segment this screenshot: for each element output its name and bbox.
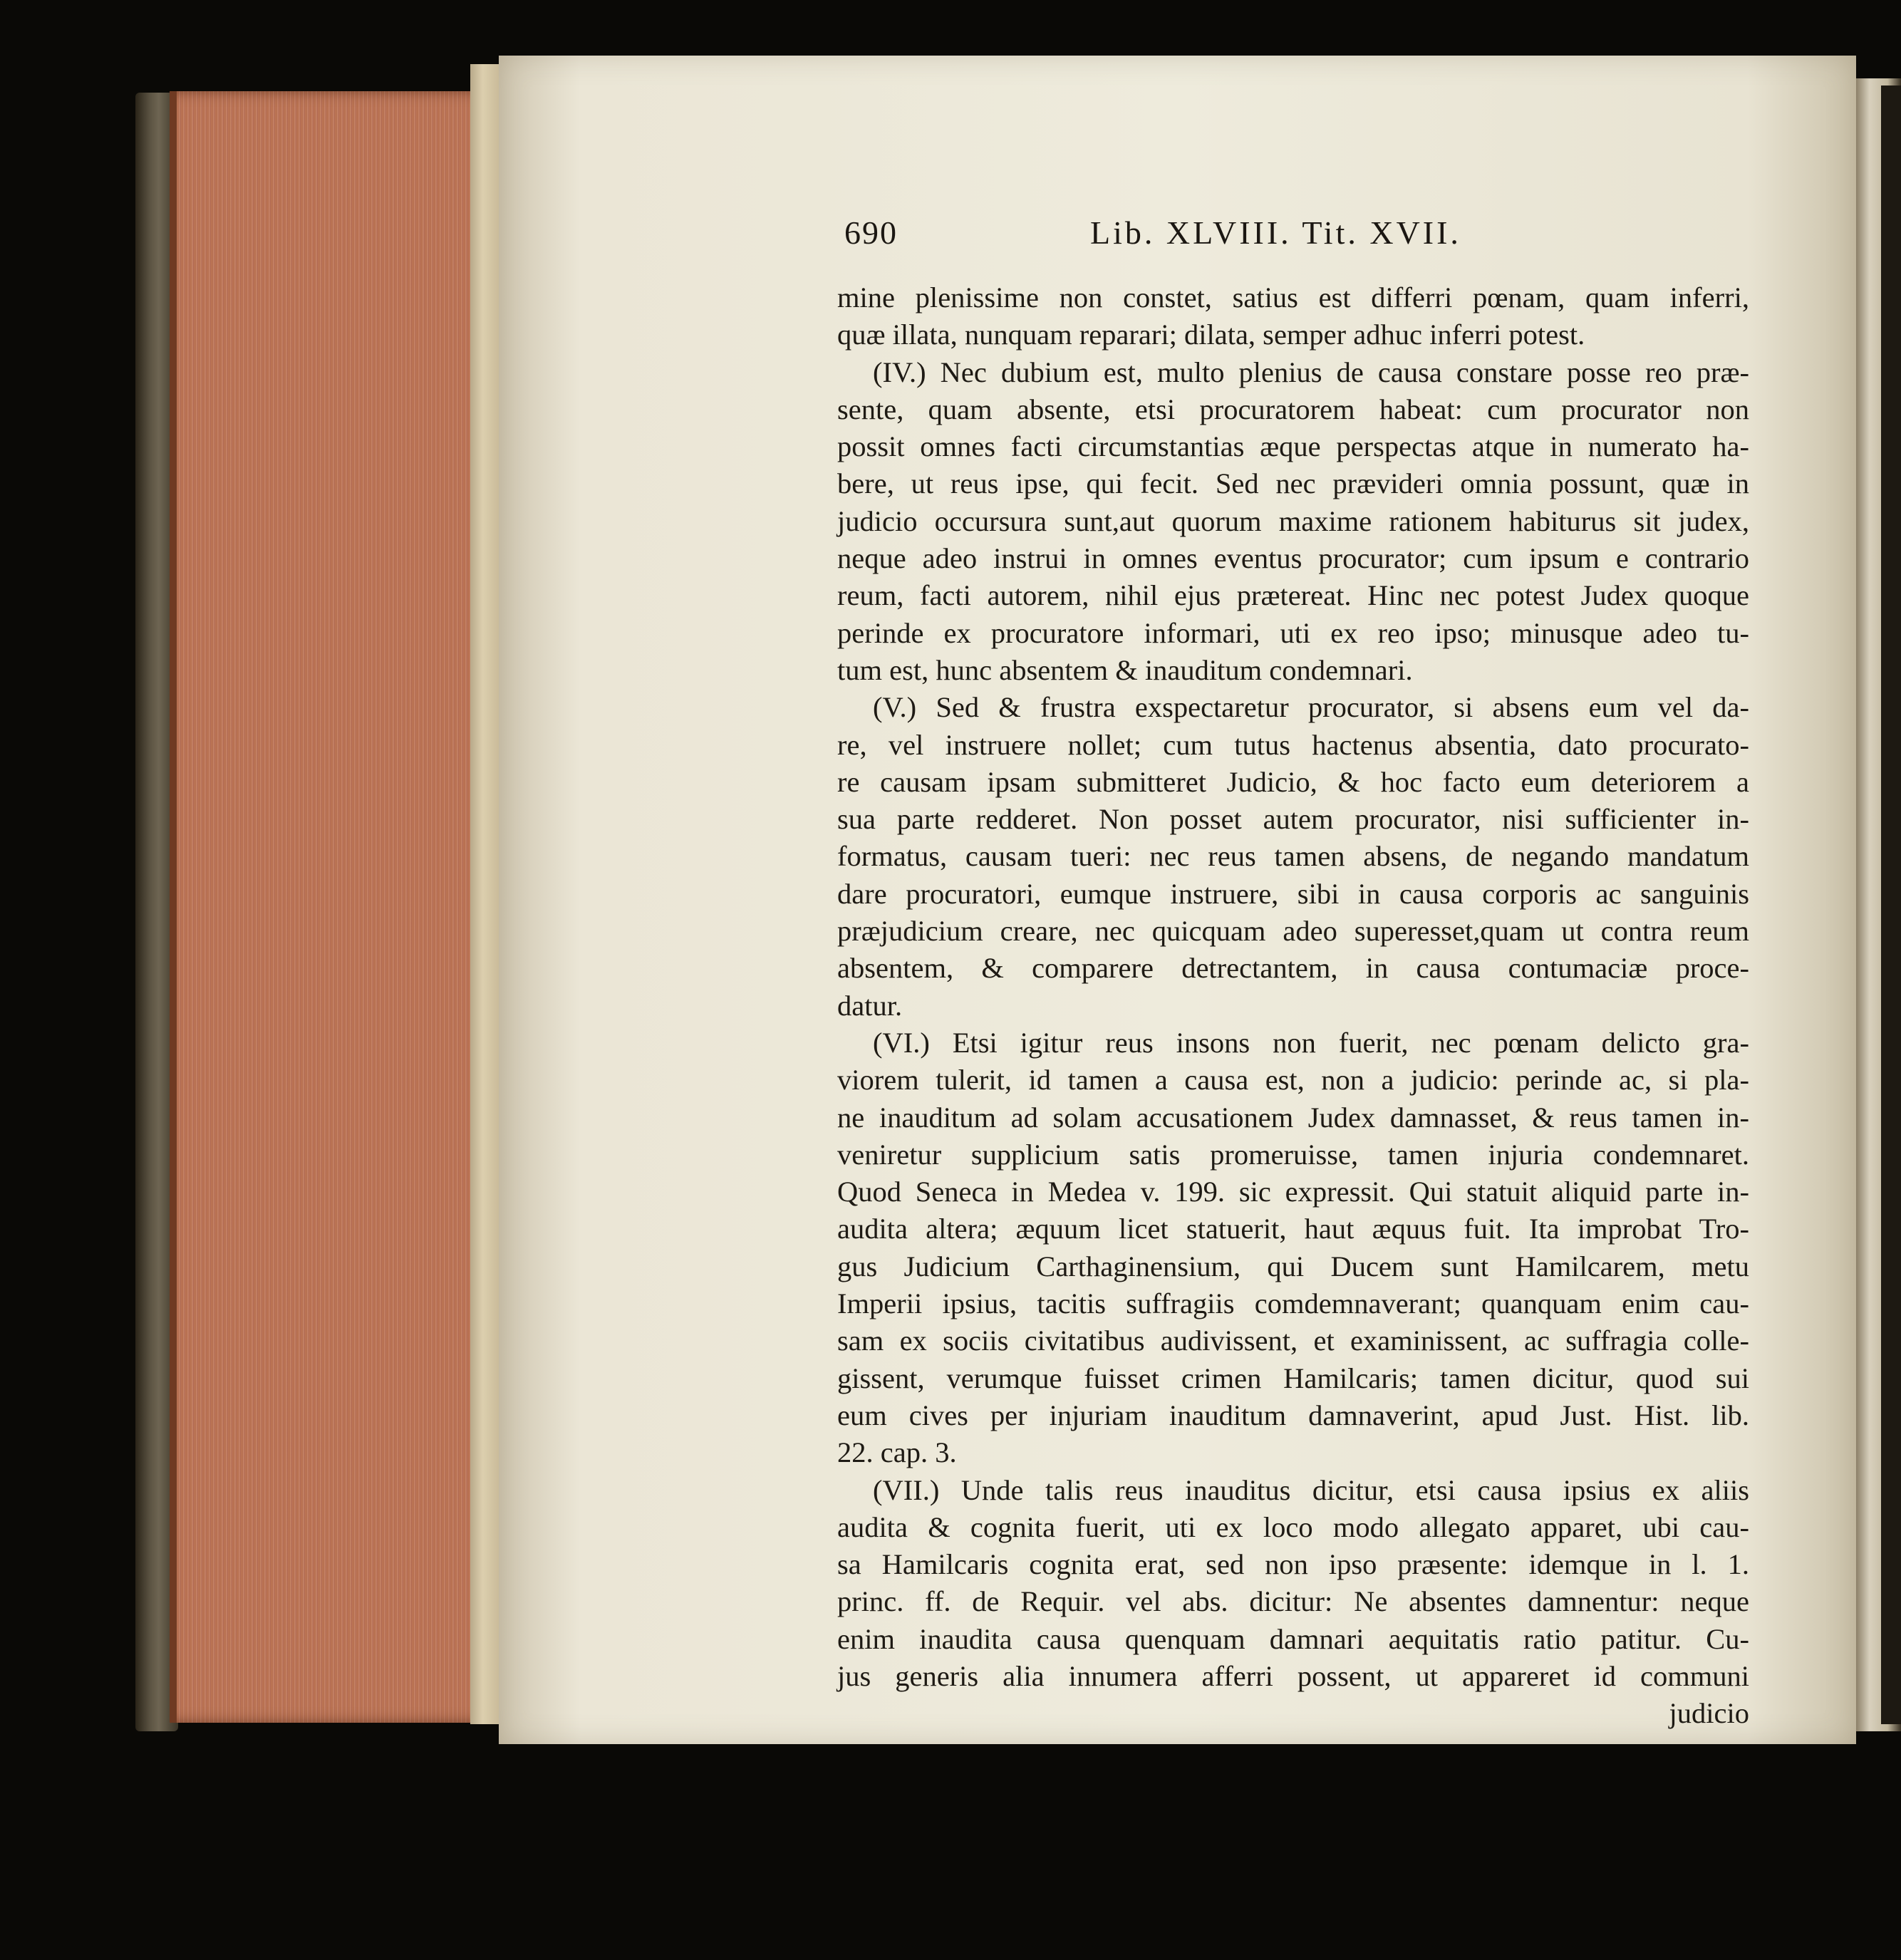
paragraph-iv-start: (IV.) Nec dubium est, multo plenius de causa constare posse reo præ-: [873, 356, 1749, 388]
text-line: enim inaudita causa quenquam damnari aequitatis ratio patitur. Cu-: [837, 1622, 1749, 1655]
text-line: perinde ex procuratore informari, uti ex reo ipso; minusque adeo tu-: [837, 616, 1749, 649]
text-line: sam ex sociis civitatibus audivissent, et examinissent, ac suffragia colle-: [837, 1324, 1749, 1357]
running-title: Lib. XLVIII. Tit. XVII.: [1090, 214, 1461, 251]
text-line: sa Hamilcaris cognita erat, sed non ipso præsente: idemque in l. 1.: [837, 1548, 1749, 1581]
text-line: mine plenissime non constet, satius est differri pœnam, quam inferri,: [837, 281, 1749, 313]
text-line: sente, quam absente, etsi procuratorem habeat: cum procurator non: [837, 393, 1749, 425]
text-line: præjudicium creare, nec quicquam adeo superesset,quam ut contra reum: [837, 915, 1749, 948]
text-line: datur.: [837, 989, 903, 1022]
text-line: bere, ut reus ipse, qui fecit. Sed nec prævideri omnia possunt, quæ in: [837, 467, 1749, 500]
page-block-edge: [170, 91, 506, 1723]
paragraph-vi-start: (VI.) Etsi igitur reus insons non fuerit, nec pœnam delicto gra-: [873, 1026, 1749, 1059]
catchword: judicio: [1669, 1697, 1749, 1730]
text-line: sua parte redderet. Non posset autem procurator, nisi sufficienter in-: [837, 803, 1749, 836]
text-line: Quod Seneca in Medea v. 199. sic expressit. Qui statuit aliquid parte in-: [837, 1176, 1749, 1208]
text-line: audita & cognita fuerit, uti ex loco modo allegato apparet, ubi cau-: [837, 1510, 1749, 1543]
text-line: judicio occursura sunt,aut quorum maxime rationem habiturus sit judex,: [837, 504, 1749, 537]
text-line: formatus, causam tueri: nec reus tamen absens, de negando mandatum: [837, 840, 1749, 873]
text-line: tum est, hunc absentem & inauditum condemnari.: [837, 653, 1413, 686]
text-line: neque adeo instrui in omnes eventus procurator; cum ipsum e contrario: [837, 542, 1749, 575]
text-line: jus generis alia innumera afferri possent, ut appareret id communi: [837, 1659, 1749, 1692]
text-line: gissent, verumque fuisset crimen Hamilcaris; tamen dicitur, quod sui: [837, 1362, 1749, 1394]
paragraph-v-start: (V.) Sed & frustra exspectaretur procurator, si absens eum vel da-: [873, 691, 1749, 724]
text-line: viorem tulerit, id tamen a causa est, non a judicio: perinde ac, si pla-: [837, 1064, 1749, 1096]
text-line: re causam ipsam submitteret Judicio, & hoc facto eum deteriorem a: [837, 765, 1749, 798]
text-line: ne inauditum ad solam accusationem Judex damnasset, & reus tamen in-: [837, 1101, 1749, 1134]
text-line: veniretur supplicium satis promeruisse, tamen injuria condemnaret.: [837, 1138, 1749, 1171]
text-line: re, vel instruere nollet; cum tutus hactenus absentia, dato procurato-: [837, 728, 1749, 761]
text-line: gus Judicium Carthaginensium, qui Ducem sunt Hamilcarem, metu: [837, 1250, 1749, 1282]
text-line: quæ illata, nunquam reparari; dilata, semper adhuc inferri potest.: [837, 318, 1585, 351]
running-head: [844, 214, 1735, 264]
paragraph-vii-start: (VII.) Unde talis reus inauditus dicitur, etsi causa ipsius ex aliis: [873, 1473, 1749, 1506]
body-text: [837, 279, 1749, 1733]
text-line: dare procuratori, eumque instruere, sibi in causa corporis ac sanguinis: [837, 877, 1749, 910]
text-line: 22. cap. 3.: [837, 1436, 957, 1469]
page-gutter: [470, 64, 502, 1724]
page-number: 690: [844, 214, 898, 251]
text-line: reum, facti autorem, nihil ejus prætereat. Hinc nec potest Judex quoque: [837, 579, 1749, 612]
text-line: possit omnes facti circumstantias æque perspectas atque in numerato ha-: [837, 430, 1749, 463]
text-line: princ. ff. de Requir. vel abs. dicitur: Ne absentes damnentur: neque: [837, 1585, 1749, 1618]
right-cover: [1881, 85, 1901, 1724]
text-line: audita altera; æquum licet statuerit, haut æquus fuit. Ita improbat Tro-: [837, 1213, 1749, 1245]
text-line: eum cives per injuriam inauditum damnaverint, apud Just. Hist. lib.: [837, 1399, 1749, 1431]
text-line: Imperii ipsius, tacitis suffragiis comdemnaverant; quanquam enim cau-: [837, 1287, 1749, 1320]
text-line: absentem, & comparere detrectantem, in causa contumaciæ proce-: [837, 952, 1749, 985]
